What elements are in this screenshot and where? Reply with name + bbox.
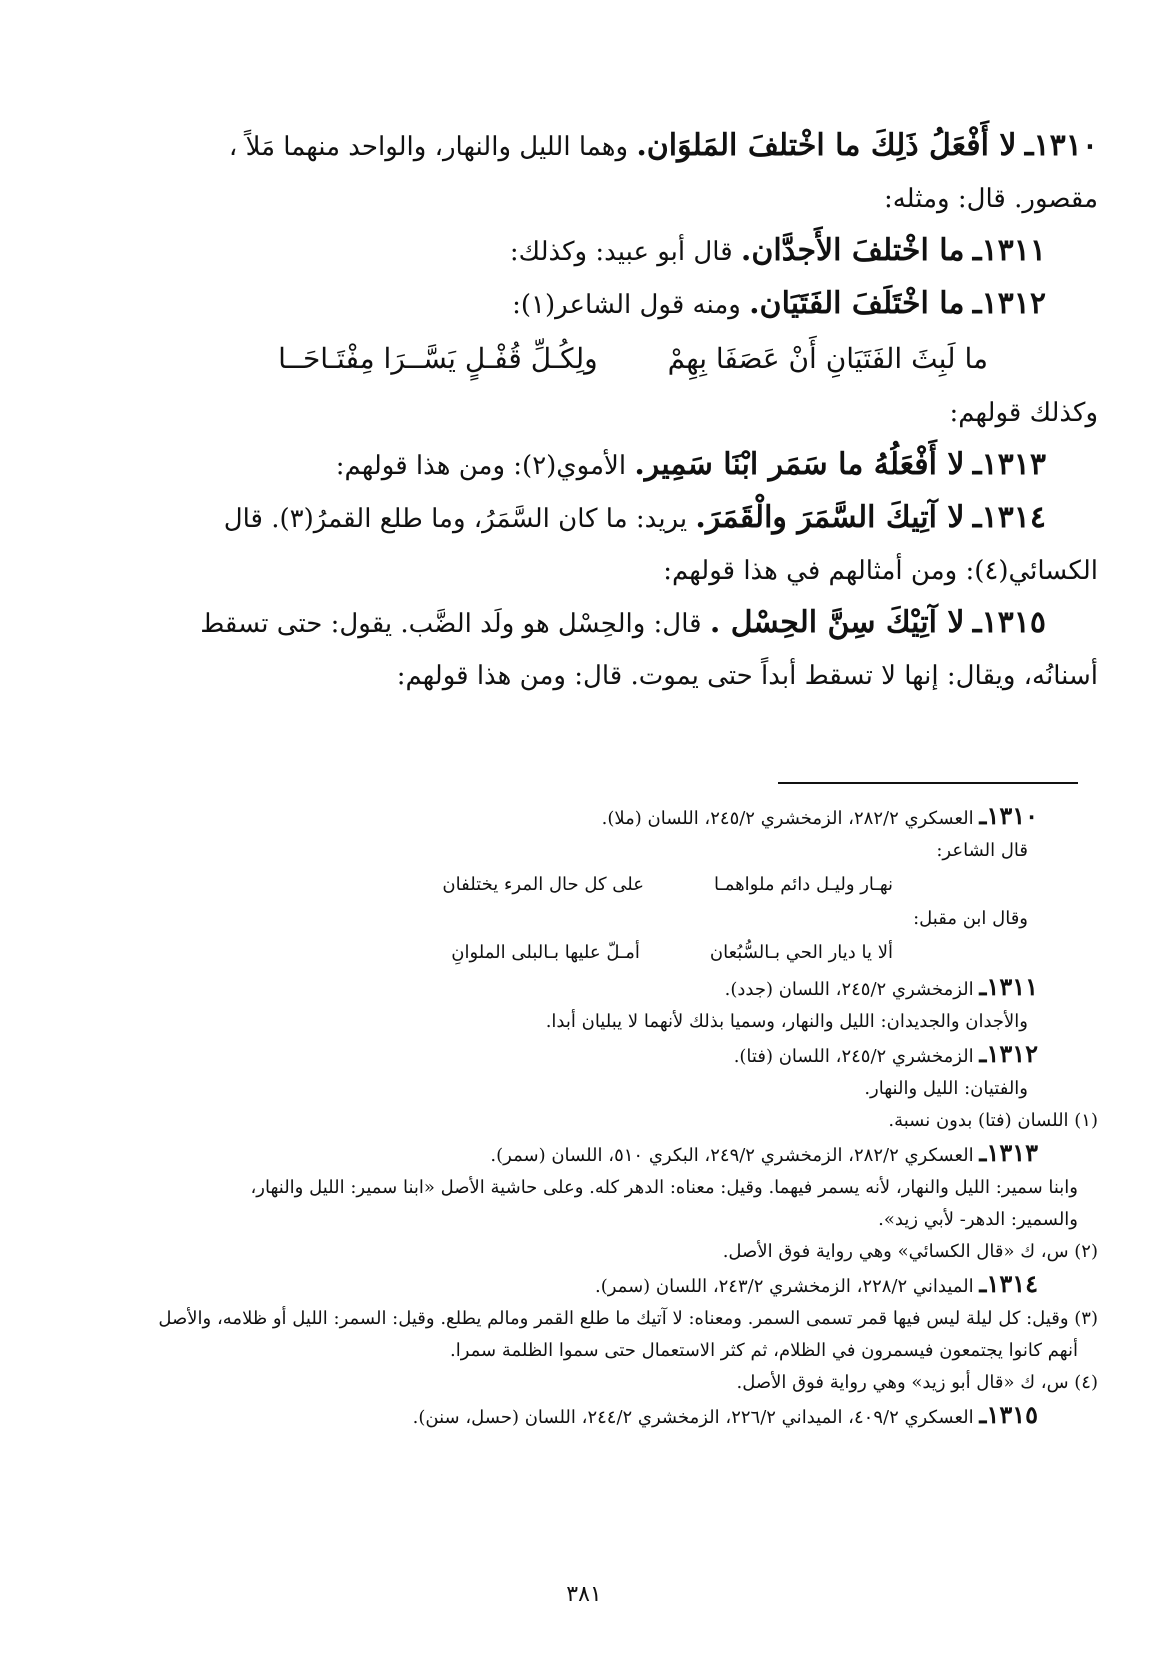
page-number: ٣٨١ [566, 1582, 602, 1607]
footnote-3: (٣) وقيل: كل ليلة ليس فيها قمر تسمى السمر. ومعناه: لا آتيك ما طلع القمر ومالم يطلع. وقيل: السمر: الليل أو ظلامه، والأصل [158, 1308, 1098, 1329]
entry-1314-continuation: الكسائي(٤): ومن أمثالهم في هذا قولهم: [663, 556, 1098, 586]
verse-first-hemistich: ألا يا ديار الحي بـالسُّبُعان [709, 942, 893, 963]
note-line: والسمير: الدهر- لأبي زيد». [878, 1209, 1078, 1230]
note-1311 [58, 971, 1098, 1006]
entry-1310-continuation: مقصور. قال: ومثله: [883, 184, 1098, 214]
note-text: العسكري ٢٨٢/٢، الزمخشري ٢٤٩/٢، البكري ٥١٠، اللسان (سمر). [490, 1145, 974, 1166]
note-text: الزمخشري ٢٤٥/٢، اللسان (جدد). [724, 979, 974, 1000]
proverb-heading: لا أَفْعَلُ ذَلِكَ ما اخْتلفَ المَلوَان. [636, 128, 1017, 163]
note-number: ١٣١٣ـ [979, 1138, 1038, 1167]
entry-1313 [58, 439, 1098, 492]
note-number: ١٣١٤ـ [979, 1269, 1038, 1298]
note-1310 [58, 800, 1098, 835]
poem-verse [58, 331, 1098, 387]
entry-number: ١٣١١ـ [972, 233, 1046, 268]
note-number: ١٣١٥ـ [979, 1400, 1038, 1429]
entry-text: ومنه قول الشاعر(١): [512, 290, 741, 320]
verse-first-hemistich: ما لَبِثَ الفَتَيَانِ أَنْ عَصَفَا بِهِمْ [667, 342, 988, 375]
note-1315 [58, 1399, 1098, 1434]
entry-text: الأموي(٢): ومن هذا قولهم: [335, 451, 627, 481]
entry-number: ١٣١٤ـ [972, 500, 1046, 535]
entry-text: قال أبو عبيد: وكذلك: [509, 237, 733, 267]
entry-1311 [58, 225, 1098, 278]
note-text: العسكري ٢٨٢/٢، الزمخشري ٢٤٥/٢، اللسان (ملا). [601, 808, 974, 829]
verse-second-hemistich: أمـلّ عليها بـالبلى الملوانِ [451, 942, 640, 963]
note-line: وابنا سمير: الليل والنهار، لأنه يسمر فيهما. وقيل: معناه: الدهر كله. وعلى حاشية الأصل «ابنا سمير: الليل والنهار، [250, 1177, 1078, 1198]
verse-first-hemistich: نهـار وليـل دائم ملواهمـا [714, 874, 893, 895]
note-1312 [58, 1038, 1098, 1073]
note-line: والأجدان والجديدان: الليل والنهار، وسميا بذلك لأنهما لا يبليان أبدا. [545, 1011, 1028, 1032]
proverb-heading: ما اخْتَلَفَ الفَتَيَان. [749, 286, 965, 321]
footnote-1: (١) اللسان (فتا) بدون نسبة. [888, 1110, 1098, 1131]
footnotes [58, 800, 1098, 1434]
note-text: الميداني ٢٢٨/٢، الزمخشري ٢٤٣/٢، اللسان (سمر). [594, 1276, 974, 1297]
footnote-3-continuation: أنهم كانوا يجتمعون فيسمرون في الظلام، ثم كثر الاستعمال حتى سموا الظلمة سمرا. [450, 1340, 1078, 1361]
footnote-2: (٢) س، ك «قال الكسائي» وهي رواية فوق الأصل. [722, 1241, 1098, 1262]
entry-1314 [58, 492, 1098, 545]
entry-1312 [58, 278, 1098, 331]
note-verse [58, 935, 1098, 971]
entry-number: ١٣١٠ـ [1024, 128, 1098, 163]
verse-second-hemistich: على كل حال المرء يختلفان [442, 874, 644, 895]
note-verse [58, 867, 1098, 903]
note-line: والفتيان: الليل والنهار. [864, 1078, 1028, 1099]
entry-text: يريد: ما كان السَّمَرُ، وما طلع القمرُ(٣). قال [223, 504, 688, 534]
verse-second-hemistich: ولِكُـلِّ قُفْـلٍ يَسَّــرَا مِفْتَـاحَــا [278, 342, 598, 375]
entry-number: ١٣١٥ـ [972, 605, 1046, 640]
note-number: ١٣١١ـ [979, 972, 1038, 1001]
entry-1315 [58, 597, 1098, 650]
proverb-heading: لا آتِيكَ السَّمَرَ والْقَمَرَ. [695, 500, 965, 535]
note-text: الزمخشري ٢٤٥/٢، اللسان (فتا). [733, 1046, 974, 1067]
footnote-separator [778, 782, 1078, 784]
note-1314 [58, 1268, 1098, 1303]
entry-text: قال: والحِسْل هو ولَد الضَّب. يقول: حتى تسقط [200, 609, 702, 639]
entry-text: وهما الليل والنهار، والواحد منهما مَلاً ، [228, 132, 629, 162]
proverb-heading: ما اخْتلفَ الأَجدَّان. [740, 233, 965, 268]
note-number: ١٣١٠ـ [979, 801, 1038, 830]
note-line: قال الشاعر: [936, 840, 1028, 861]
note-number: ١٣١٢ـ [979, 1039, 1038, 1068]
entry-1315-continuation: أسنانُه، ويقال: إنها لا تسقط أبداً حتى يموت. قال: ومن هذا قولهم: [396, 661, 1098, 691]
footnote-4: (٤) س، ك «قال أبو زيد» وهي رواية فوق الأصل. [736, 1372, 1098, 1393]
entry-number: ١٣١٣ـ [972, 447, 1046, 482]
note-text: العسكري ٤٠٩/٢، الميداني ٢٢٦/٢، الزمخشري ٢٤٤/٢، اللسان (حسل، سنن). [412, 1407, 974, 1428]
note-line: وقال ابن مقبل: [913, 908, 1028, 929]
entry-number: ١٣١٢ـ [972, 286, 1046, 321]
entry-1310 [58, 120, 1098, 173]
after-verse-line: وكذلك قولهم: [949, 398, 1098, 428]
main-text [58, 120, 1098, 702]
note-1313 [58, 1137, 1098, 1172]
proverb-heading: لا آتِيْكَ سِنَّ الحِسْل . [709, 605, 965, 640]
proverb-heading: لا أَفْعَلُهُ ما سَمَر ابْنَا سَمِير. [634, 447, 965, 482]
